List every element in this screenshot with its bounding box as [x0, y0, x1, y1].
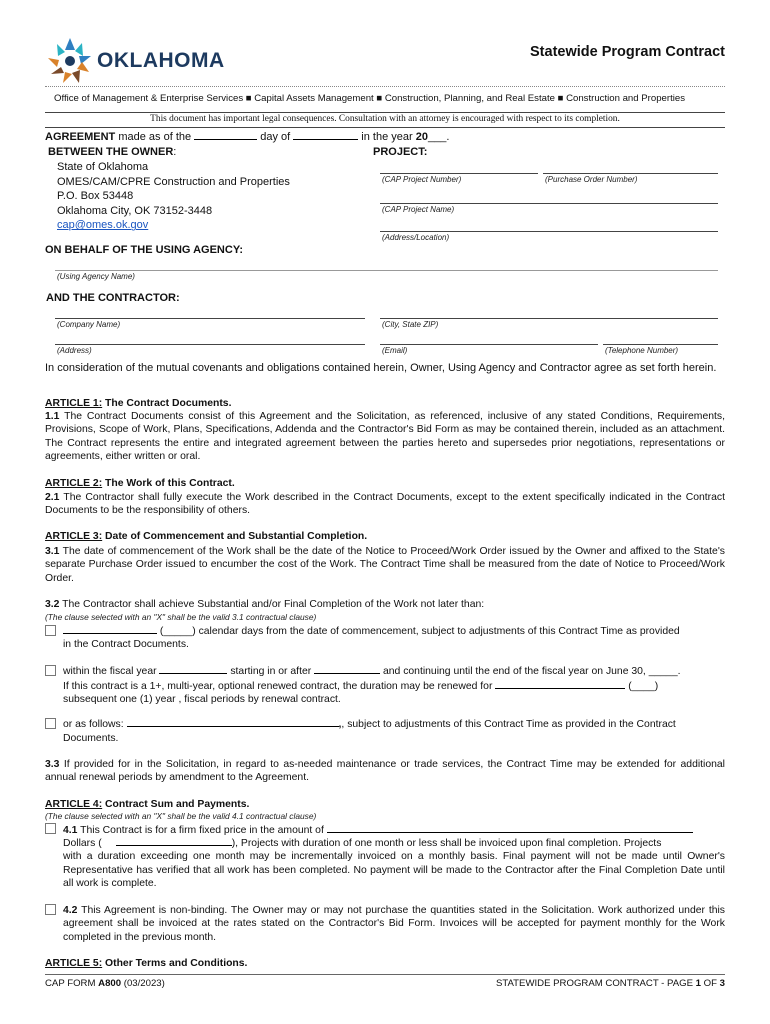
owner-office: OMES/CAM/CPRE Construction and Properties — [57, 175, 290, 188]
contractor-phone-field[interactable] — [603, 344, 718, 345]
option-as-follows-checkbox[interactable] — [45, 718, 56, 729]
agency-name-caption: (Using Agency Name) — [57, 272, 135, 281]
day-of-text: day of — [257, 131, 294, 143]
option-firm-fixed-price-text — [63, 823, 725, 891]
article2-num: 2.1 — [45, 492, 60, 503]
article3-title: Date of Commencement and Substantial Completion. — [102, 531, 368, 542]
agreement-line — [45, 130, 449, 143]
agency-heading: ON BEHALF OF THE USING AGENCY: — [45, 244, 243, 256]
contractor-email-field[interactable] — [380, 344, 598, 345]
consideration-paragraph: In consideration of the mutual covenants and obligations contained herein, Owner, Using Agency and Contractor agree as set forth herein. — [45, 362, 717, 374]
article3-2-text: The Contractor shall achieve Substantial and/or Final Completion of the Work not later than: — [59, 599, 485, 610]
fiscal-year-field[interactable] — [159, 664, 227, 674]
page-of: OF — [701, 978, 720, 989]
company-name-caption: (Company Name) — [57, 320, 121, 329]
footer-page-number — [496, 978, 725, 989]
article4-2-text: This Agreement is non-binding. The Owner may or may not purchase the quantities stated in the Solicitation. Work authorized under this agreement shall be invoiced at the rates stated on the Contractor's Bid Form. Invoices will be accepted for payment monthly for the Work completed in the previous month. — [63, 905, 725, 943]
po-number-field[interactable] — [543, 173, 718, 174]
owner-name: State of Oklahoma — [57, 161, 149, 173]
contractor-phone-caption: (Telephone Number) — [605, 346, 679, 355]
article2-paragraph — [45, 491, 725, 518]
article3-2-paragraph — [45, 599, 725, 610]
article5-label: ARTICLE 5: — [45, 958, 103, 969]
article1-text: The Contract Documents consist of this Agreement and the Solicitation, as referenced, inclusive of any stated Conditions, Requirements, Provisions, Scope of Work, Plans, Specifications, Addenda and the Contractor's Bid Form as may be contained therein, included as an attachment. The Contract represents the entire and integrated agreement between the parties hereto and supersedes prior negotiations, representations or agreements, either written or oral. — [45, 411, 725, 463]
article1-title: The Contract Documents. — [102, 398, 232, 409]
owner-city: Oklahoma City, OK 73152-3448 — [57, 204, 213, 217]
article3-1-paragraph — [45, 545, 725, 585]
article4-heading — [45, 799, 249, 810]
oklahoma-logo — [45, 36, 225, 86]
footer-doc-name: STATEWIDE PROGRAM CONTRACT - PAGE — [495, 978, 696, 989]
agency-name-field[interactable] — [55, 270, 718, 271]
invoice-text: ), Projects with duration of one month or less shall be invoiced upon final completion. Projects — [231, 838, 662, 849]
article3-clause-note: (The clause selected with an "X" shall be the valid 3.1 contractual clause) — [45, 612, 317, 622]
owner-label: BETWEEN THE OWNER — [48, 146, 174, 158]
month-field[interactable] — [293, 130, 358, 140]
header-divider — [45, 86, 725, 87]
calendar-days-field[interactable] — [63, 624, 157, 634]
agreement-label: AGREEMENT — [45, 131, 116, 143]
day-field[interactable] — [194, 130, 257, 140]
renewal-count[interactable]: (____) — [625, 680, 659, 692]
starting-after-label: starting in or after — [227, 666, 315, 677]
page-number: 1 — [695, 978, 701, 989]
article4-clause-note: (The clause selected with an "X" shall be the valid 4.1 contractual clause) — [45, 811, 317, 821]
option-firm-fixed-price-checkbox[interactable] — [45, 823, 56, 834]
cap-number-field[interactable] — [380, 173, 538, 174]
as-follows-field[interactable] — [127, 717, 339, 727]
agreement-text: made as of the — [115, 131, 195, 143]
article3-label: ARTICLE 3: — [45, 531, 103, 542]
article4-label: ARTICLE 4: — [45, 799, 103, 810]
option-non-binding-text — [63, 904, 725, 944]
renewal-text: If this contract is a 1+, multi-year, optional renewed contract, the duration may be renewed for — [63, 680, 496, 692]
renewal-periods-text: subsequent one (1) year , fiscal periods by renewal contract. — [63, 694, 341, 706]
cap-name-caption: (CAP Project Name) — [382, 205, 455, 214]
article4-2-num: 4.2 — [63, 905, 78, 916]
article3-2-num: 3.2 — [45, 599, 60, 610]
po-number-caption: (Purchase Order Number) — [545, 175, 638, 184]
article3-1-text: The date of commencement of the Work shall be the date of the Notice to Proceed/Work Order issued by the Owner and affixed to the State's separate Purchase Order issued to encumber the cost of the Work. The Contract Time shall be measured from the date of Notice to Proceed/Work Order. — [45, 546, 725, 584]
article1-label: ARTICLE 1: — [45, 398, 103, 409]
project-heading: PROJECT: — [373, 146, 428, 158]
article5-title: Other Terms and Conditions. — [102, 958, 248, 969]
option-calendar-days-line2: in the Contract Documents. — [63, 639, 189, 651]
as-follows-label: or as follows: — [63, 719, 127, 730]
article1-heading — [45, 398, 231, 409]
price-words-field[interactable] — [327, 823, 693, 833]
article3-3-num: 3.3 — [45, 759, 60, 770]
article3-3-text: If provided for in the Solicitation, in regard to as-needed maintenance or trade services, the Contract Time may be extended for additional annual renewal periods by amendment to the Agreement. — [45, 759, 725, 784]
cap-number-caption: (CAP Project Number) — [382, 175, 462, 184]
owner-email-link[interactable]: cap@omes.ok.gov — [57, 219, 149, 232]
year-field[interactable]: ___. — [427, 131, 450, 143]
owner-heading — [48, 146, 176, 158]
contractor-address-field[interactable] — [55, 344, 365, 345]
article2-text: The Contractor shall fully execute the Work described in the Contract Documents, except to the extent specifically indicated in the Contract Documents to be the responsibility of others. — [45, 492, 725, 517]
cap-name-field[interactable] — [380, 203, 718, 204]
invoice-details-text: with a duration exceeding one month may be incrementally invoiced on a monthly basis. Final payment will not be made until Owner's Representative has verified that all work has been completed. No payment will be made to the Contractor after the Final Completion Date until all work is complete. — [63, 851, 725, 890]
oklahoma-star-icon — [45, 36, 95, 86]
year-prefix: 20 — [415, 131, 428, 143]
contractor-address-caption: (Address) — [57, 346, 92, 355]
form-id: A800 — [98, 978, 122, 989]
year-text: in the year — [358, 131, 416, 143]
fiscal-year-end-text: and continuing until the end of the fiscal year on June 30, _____. — [380, 666, 681, 677]
article2-heading — [45, 478, 235, 489]
option-non-binding-checkbox[interactable] — [45, 904, 56, 915]
as-follows-line2: Documents. — [63, 732, 119, 744]
notice-bottom-rule — [45, 127, 725, 128]
article4-1-num: 4.1 — [63, 825, 78, 836]
owner-colon: : — [173, 146, 177, 158]
form-date: (03/2023) — [121, 978, 165, 989]
firm-fixed-price-text: This Contract is for a firm fixed price in the amount of — [77, 825, 327, 836]
article1-paragraph — [45, 410, 725, 464]
option-as-follows-text: or as follows: ,, subject to adjustments of this Contract Time as provided in the Contract Documents. — [63, 717, 725, 745]
city-state-zip-field[interactable] — [380, 318, 718, 319]
option-calendar-days-line1: (_____) calendar days from the date of commencement, subject to adjustments of this Contract Time as provided — [157, 626, 680, 637]
option-calendar-days-text — [63, 624, 725, 652]
owner-po-box: P.O. Box 53448 — [57, 190, 134, 203]
article4-title: Contract Sum and Payments. — [102, 799, 250, 810]
notice-top-rule — [45, 112, 725, 113]
option-calendar-days-checkbox[interactable] — [45, 625, 56, 636]
logo-wordmark: OKLAHOMA — [97, 49, 225, 72]
option-fiscal-year-checkbox[interactable] — [45, 665, 56, 676]
address-location-caption: (Address/Location) — [382, 233, 450, 242]
dollars-label: Dollars ( — [63, 838, 102, 849]
option-fiscal-year-text — [63, 664, 725, 707]
starting-after-field[interactable] — [314, 664, 380, 674]
address-location-field[interactable] — [380, 231, 718, 232]
contractor-heading: AND THE CONTRACTOR: — [46, 292, 180, 304]
form-prefix: CAP FORM — [45, 978, 99, 989]
footer-form-id — [45, 978, 165, 989]
department-line: Office of Management & Enterprise Services ■ Capital Assets Management ■ Construction, Planning, and Real Estate ■ Construction and Properties — [54, 93, 685, 104]
owner-address — [57, 160, 290, 233]
article2-label: ARTICLE 2: — [45, 478, 103, 489]
article3-1-num: 3.1 — [45, 546, 60, 557]
article3-heading — [45, 531, 367, 542]
price-amount-field[interactable] — [116, 836, 232, 846]
fiscal-year-label: within the fiscal year — [63, 666, 160, 677]
renewal-field[interactable] — [495, 679, 625, 689]
article3-3-paragraph — [45, 758, 725, 785]
company-name-field[interactable] — [55, 318, 365, 319]
page-title: Statewide Program Contract — [530, 44, 725, 60]
footer-divider — [45, 974, 725, 975]
article1-num: 1.1 — [45, 411, 60, 422]
article2-title: The Work of this Contract. — [102, 478, 235, 489]
article5-heading — [45, 958, 247, 969]
page-total: 3 — [719, 978, 725, 989]
city-state-zip-caption: (City, State ZIP) — [382, 320, 439, 329]
contractor-email-caption: (Email) — [382, 346, 408, 355]
legal-notice: This document has important legal consequences. Consultation with an attorney is encouraged with respect to its completion. — [150, 114, 620, 124]
as-follows-suffix: , subject to adjustments of this Contract Time as provided in the Contract — [341, 719, 676, 730]
